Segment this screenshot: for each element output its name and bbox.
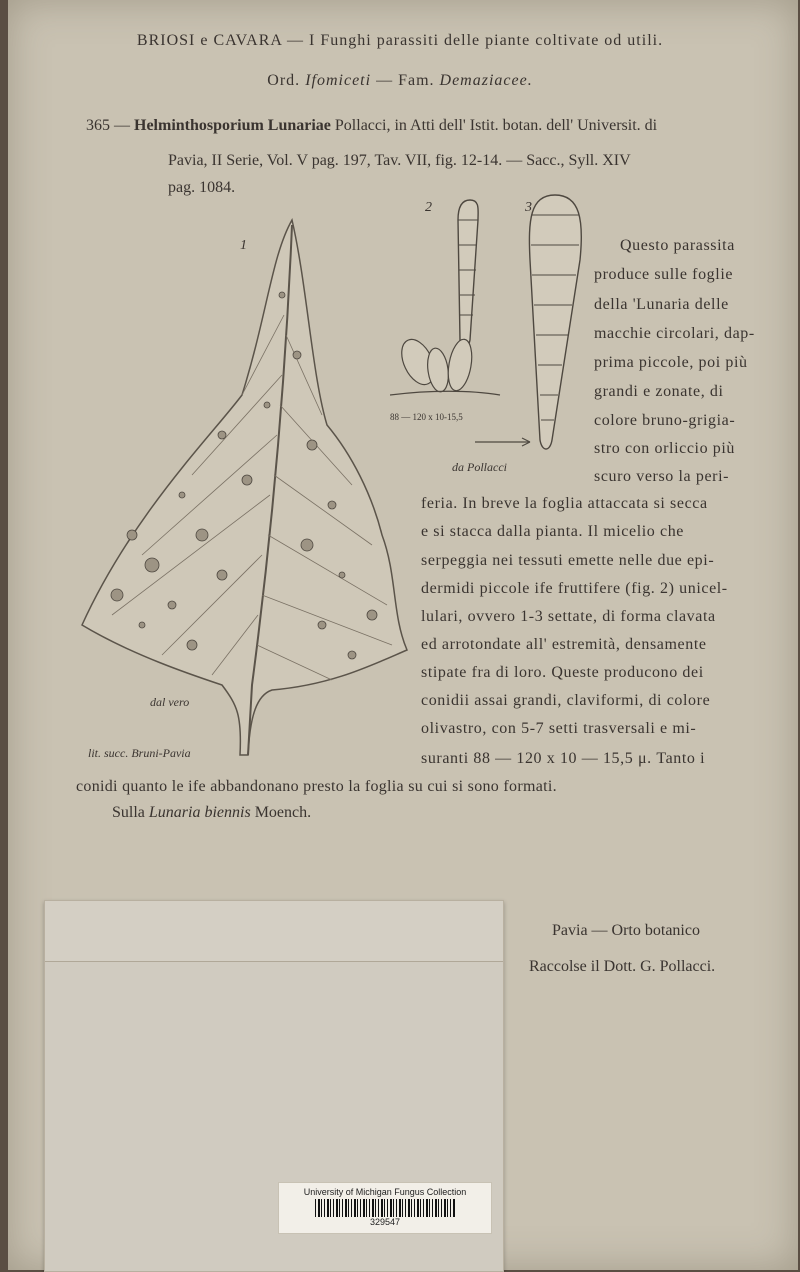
body-line-4: dermidi piccole ife fruttifere (fig. 2) unicel- (421, 580, 728, 597)
entry-number: 365 (86, 117, 110, 134)
desc-line-3: della 'Lunaria delle (594, 296, 729, 313)
body-line-5: lulari, ovvero 1-3 settate, di forma clavata (421, 608, 716, 625)
body-line-8: conidii assai grandi, claviformi, di colore (421, 692, 711, 709)
barcode (315, 1199, 455, 1217)
scale-note: 88 — 120 x 10-15,5 (390, 412, 463, 422)
figure-label-3: 3 (525, 200, 532, 215)
body-line-2: e si stacca dalla pianta. Il micelio che (421, 523, 684, 540)
host-author: Moench. (254, 804, 312, 821)
desc-line-6: grandi e zonate, di (594, 383, 724, 400)
order-name: Ifomiceti (305, 72, 372, 89)
species-name: Helminthosporium Lunariae (134, 117, 331, 134)
caption-dal-vero: dal vero (150, 695, 190, 709)
leaf-drawing (72, 195, 412, 765)
body-line-10: suranti 88 — 120 x 10 — 15,5 μ. Tanto i (421, 750, 706, 767)
running-header: BRIOSI e CAVARA — I Funghi parassiti delle piante coltivate od utili. (136, 32, 664, 49)
collection-number: 329547 (369, 1217, 401, 1227)
body-line-6: ed arrotondate all' estremità, densamente (421, 636, 707, 653)
order-prefix: Ord. (267, 72, 301, 89)
final-line: conidi quanto le ife abbandonano presto la foglia su cui si sono formati. (76, 778, 557, 795)
family-name: Demaziacee. (439, 72, 533, 89)
desc-line-1: Questo parassita (620, 237, 735, 254)
envelope-flap[interactable] (45, 901, 503, 962)
desc-line-8: stro con orliccio più (594, 440, 736, 457)
body-line-7: stipate fra di loro. Queste producono dei (421, 664, 704, 681)
figure-label-1: 1 (240, 238, 247, 253)
figure-label-2: 2 (425, 200, 432, 215)
host-species: Lunaria biennis (148, 804, 251, 821)
body-line-1: feria. In breve la foglia attaccata si secca (421, 495, 708, 512)
locality-collector: Raccolse il Dott. G. Pollacci. (529, 958, 716, 975)
caption-lithographer: lit. succ. Bruni-Pavia (88, 746, 191, 760)
citation-part-1: Pollacci, in Atti dell' Istit. botan. dell' Universit. di (334, 117, 658, 134)
desc-line-7: colore bruno-grigia- (594, 412, 736, 429)
order-family-line (0, 72, 800, 90)
host-prefix: Sulla (112, 804, 145, 821)
desc-line-4: macchie circolari, dap- (594, 325, 755, 342)
entry-line-1 (86, 117, 657, 135)
citation-part-2: Pavia, II Serie, Vol. V pag. 197, Tav. VII, fig. 12-14. — Sacc., Syll. XIV (168, 152, 631, 169)
collection-title: University of Michigan Fungus Collection (303, 1187, 467, 1197)
citation-part-3: pag. 1084. (168, 179, 236, 196)
entry-dash: — (114, 117, 130, 134)
desc-line-9: scuro verso la peri- (594, 468, 730, 485)
host-line (112, 804, 311, 822)
family-prefix: — Fam. (376, 72, 435, 89)
desc-line-2: produce sulle foglie (594, 266, 734, 283)
body-line-9: olivastro, con 5-7 setti trasversali e mi- (421, 720, 697, 737)
desc-line-5: prima piccole, poi più (594, 354, 748, 371)
body-line-3: serpeggia nei tessuti emette nelle due epi- (421, 552, 715, 569)
locality-place: Pavia — Orto botanico (552, 922, 700, 939)
caption-da-pollacci: da Pollacci (452, 460, 507, 474)
collection-label (278, 1182, 492, 1234)
